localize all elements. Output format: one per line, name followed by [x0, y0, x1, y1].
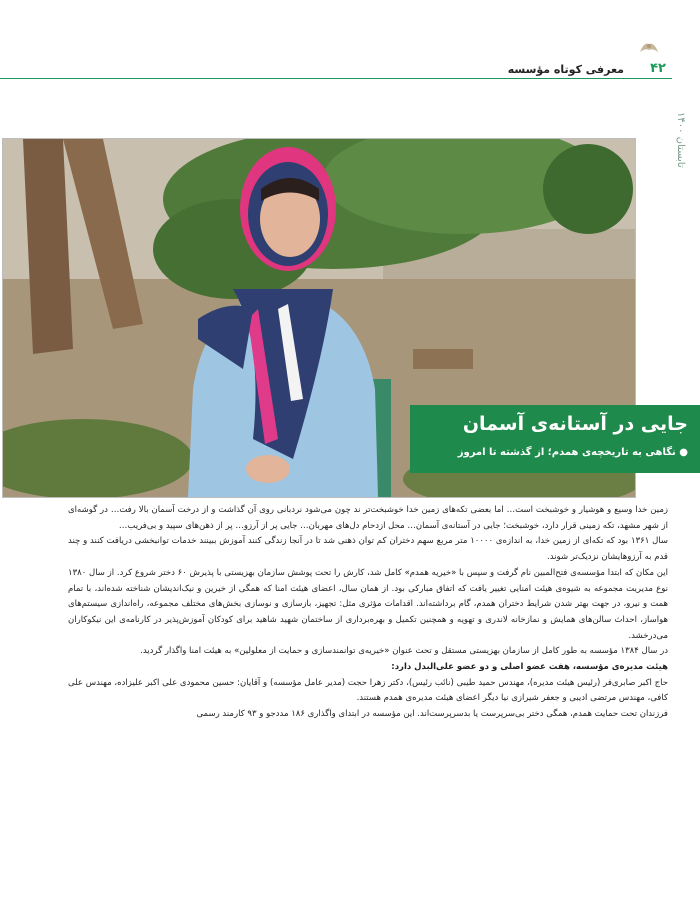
issue-label: تابستان ۱۴۰۰ — [675, 112, 686, 168]
board-heading: هیئت مدیره‌ی مؤسسه، هفت عضو اصلی و دو عضو علی‌البدل دارد: — [391, 662, 668, 673]
header-divider — [0, 78, 672, 79]
page-number: ۴۲ — [650, 61, 666, 76]
paragraph: حاج اکبر صابری‌فر (رئیس هیئت مدیره)، مهندس حمید طیبی (نائب رئیس)، دکتر زهرا حجت (مدیر عامل مؤسسه) و آقایان: حسین محمودی علی اکبر علیزاده، مهندس علی کافی، مهندس مرتضی ادیبی و جعفر شیرازی نیا دیگر اعضای هیئت مدیره‌ی همدم هستند. — [68, 677, 668, 704]
article-title: جایی در آستانه‌ی آسمان — [462, 413, 688, 435]
article-headline-box — [410, 405, 700, 473]
section-title: معرفی کوتاه مؤسسه — [507, 63, 624, 76]
article-subtitle: ● نگاهی به تاریخچه‌ی همدم؛ از گذشته تا امروز — [457, 447, 688, 458]
paragraph: این مکان که ابتدا مؤسسه‌ی فتح‌المبین نام گرفت و سپس با «خیریه همدم» کامل شد، کارش را تحت پوشش سازمان بهزیستی با پذیرش ۶۰ دختر شروع کرد. از سال ۱۳۸۰ نوع مدیریت مجموعه به شیوه‌ی هیئت امنایی تغییر یافت که اتفاق مبارکی بود. از همان سال، اعضای هیئت امنا که همگی از خیرین و نیک‌اندیشان شناخته شده‌اند، با تمام همت و نیرو، در جهت بهتر شدن شرایط دختران همدم، گام برداشته‌اند. اقدامات مؤثری مثل: تجهیز، بازسازی و نوسازی بخش‌های مختلف مجموعه، راه‌اندازی سیستم‌های هواساز، احداث سالن‌های همایش و نمازخانه لاندری و تهویه و همچنین تکمیل و بهره‌برداری از ساختمان شهید شاهید برای کودکان آموزش‌پذیر در کارنامه‌ی این نیکوکاران می‌درخشد. — [68, 567, 668, 641]
paragraph: در سال ۱۳۸۴ مؤسسه به طور کامل از سازمان بهزیستی مستقل و تحت عنوان «خیریه‌ی توانمندسازی و حمایت از معلولین» به هیئت امنا واگذار گردید. — [140, 646, 668, 657]
article-body — [68, 503, 668, 723]
paragraph: زمین خدا وسیع و هوشیار و خوشبخت است… اما بعضی تکه‌های زمین خدا خوشبخت‌تر ند چون می‌شود نردبانی روی آن گذاشت و از درخت آسمان بالا رفت… در گوشه‌ای از شهر مشهد، تکه زمینی قرار دارد، خوشبخت؛ جایی در آستانه‌ی آسمان… محل ازدحام دل‌های مهربان… جایی پر از آرزو… پر از ذهن‌های سپید و بی‌فریب… — [68, 505, 668, 531]
paragraph: فرزندان تحت حمایت همدم، همگی دختر بی‌سرپرست یا بدسرپرست‌اند. این مؤسسه در ابتدای واگذاری ۱۸۶ مددجو و ۹۳ کارمند رسمی — [196, 709, 668, 720]
institute-logo-icon — [638, 40, 660, 54]
paragraph: سال ۱۳۶۱ بود که تکه‌ای از زمین خدا، به اندازه‌ی ۱۰۰۰۰ متر مربع سهم دختران کم توان ذهنی شد تا در آنجا زندگی کنند آموزش ببینند خدمات توانبخشی دریافت کنند و چند قدم به آرزوهایشان نزدیک‌تر شوند. — [68, 536, 668, 563]
